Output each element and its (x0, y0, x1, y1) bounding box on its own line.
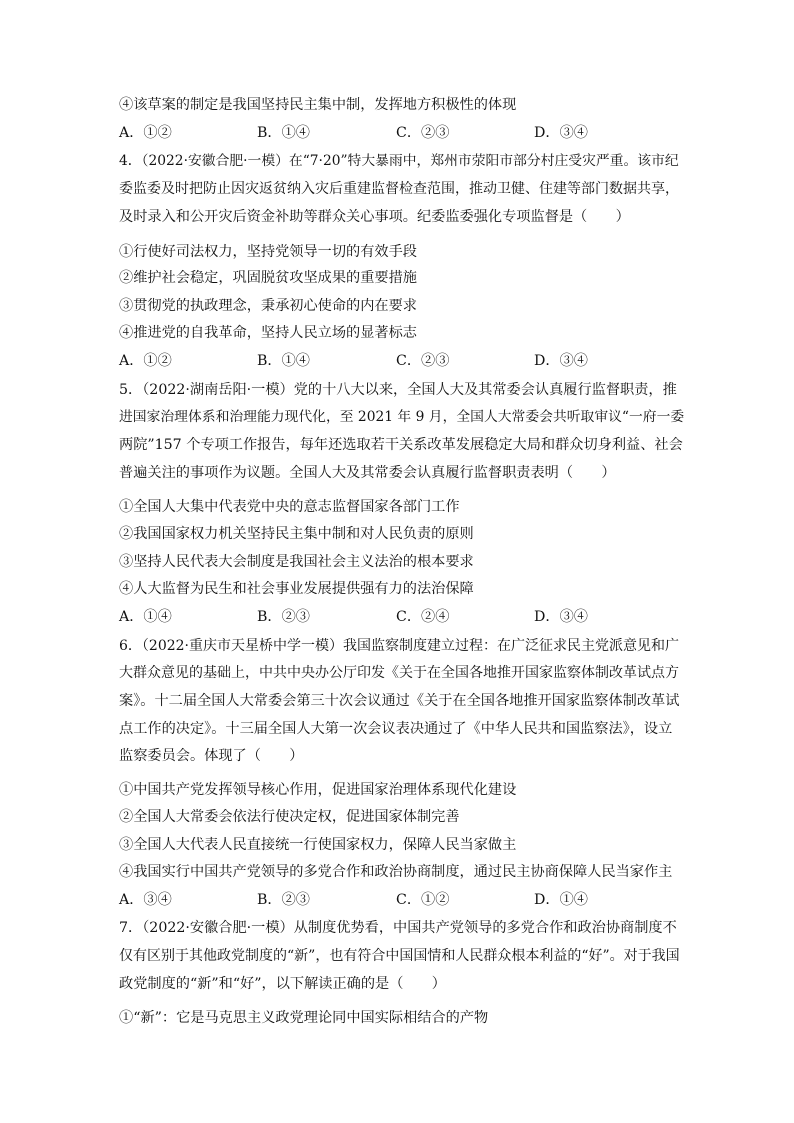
q6-option-d: D．①④ (534, 892, 588, 908)
q4-option-d: D．③④ (534, 353, 588, 369)
q4-stem-line-2: 委监委及时把防止因灾返贫纳入灾后重建监督检查范围，推动卫健、住建等部门数据共享， (119, 181, 679, 197)
q5-statement-4: ④人大监督为民生和社会事业发展提供强有力的法治保障 (119, 581, 474, 597)
q4-statement-2: ②维护社会稳定，巩固脱贫攻坚成果的重要措施 (119, 270, 417, 286)
q6-statement-1: ①中国共产党发挥领导核心作用，促进国家治理体系现代化建设 (119, 782, 517, 798)
q6-statement-3: ③全国人大代表人民直接统一行使国家权力，保障人民当家做主 (119, 837, 517, 853)
q5-statement-3: ③坚持人民代表大会制度是我国社会主义法治的根本要求 (119, 554, 474, 570)
q5-statement-1: ①全国人大集中代表党中央的意志监督国家各部门工作 (119, 499, 460, 515)
q4-statement-1: ①行使好司法权力，坚持党领导一切的有效手段 (119, 244, 417, 260)
q4-option-b: B．①④ (257, 353, 310, 369)
q4-statement-4: ④推进党的自我革命，坚持人民立场的显著标志 (119, 325, 417, 341)
q4-stem-line-3: 及时录入和公开灾后资金补助等群众关心事项。纪委监委强化专项监督是（ ） (119, 209, 630, 225)
q5-stem-line-4: 普遍关注的事项作为议题。全国人大及其常委会认真履行监督职责表明（ ） (119, 465, 616, 481)
q4-statement-3: ③贯彻党的执政理念，秉承初心使命的内在要求 (119, 298, 417, 314)
q5-option-a: A．①④ (119, 609, 172, 625)
q3-option-c: C．②③ (396, 125, 450, 141)
q7-stem-line-1: 7．（2022·安徽合肥·一模）从制度优势看，中国共产党领导的多党合作和政治协商制度不 (119, 920, 677, 936)
q3-option-d: D．③④ (534, 125, 588, 141)
q5-stem-line-3: 两院”157 个专项工作报告，每年还选取若干关系改革发展稳定大局和群众切身利益、社会 (119, 437, 683, 453)
q7-stem-line-3: 政党制度的“新”和“好”，以下解读正确的是（ ） (119, 976, 446, 992)
q5-option-b: B．②③ (257, 609, 310, 625)
q3-option-a: A．①② (119, 125, 172, 141)
q6-option-c: C．①② (396, 892, 450, 908)
q6-stem-line-1: 6．（2022·重庆市天星桥中学一模）我国监察制度建立过程：在广泛征求民主党派意见和广 (119, 638, 679, 654)
q3-option-b: B．①④ (257, 125, 310, 141)
q6-stem-line-2: 大群众意见的基础上，中共中央办公厅印发《关于在全国各地推开国家监察体制改革试点方 (119, 665, 679, 681)
q6-statement-2: ②全国人大常委会依法行使决定权，促进国家体制完善 (119, 809, 460, 825)
q5-stem-line-1: 5．（2022·湖南岳阳·一模）党的十八大以来，全国人大及其常委会认真履行监督职责，推 (119, 382, 677, 398)
q4-stem-line-1: 4．（2022·安徽合肥·一模）在“7·20”特大暴雨中，郑州市荥阳市部分村庄受灾严重。该市纪 (119, 153, 679, 169)
q6-statement-4: ④我国实行中国共产党领导的多党合作和政治协商制度，通过民主协商保障人民当家作主 (119, 864, 673, 880)
q3-statement-4: ④该草案的制定是我国坚持民主集中制，发挥地方积极性的体现 (119, 97, 517, 113)
q6-stem-line-5: 监察委员会。体现了（ ） (119, 748, 304, 764)
q6-stem-line-4: 点工作的决定》。十三届全国人大第一次会议表决通过了《中华人民共和国监察法》，设立 (119, 721, 673, 737)
q4-option-a: A．①② (119, 353, 172, 369)
q4-option-c: C．②③ (396, 353, 450, 369)
q5-stem-line-2: 进国家治理体系和治理能力现代化，至 2021 年 9 月，全国人大常委会共听取审议“一府一委 (119, 409, 685, 425)
q6-option-a: A．③④ (119, 892, 172, 908)
q7-statement-1: ①“新”：它是马克思主义政党理论同中国实际相结合的产物 (119, 1010, 489, 1026)
q6-option-b: B．②③ (257, 892, 310, 908)
q5-option-d: D．③④ (534, 609, 588, 625)
q5-option-c: C．②④ (396, 609, 450, 625)
q6-stem-line-3: 案》。十二届全国人大常委会第三十次会议通过《关于在全国各地推开国家监察体制改革试 (119, 693, 680, 709)
q5-statement-2: ②我国国家权力机关坚持民主集中制和对人民负责的原则 (119, 526, 474, 542)
q7-stem-line-2: 仅有区别于其他政党制度的“新”，也有符合中国国情和人民群众根本利益的“好”。对于我国 (119, 948, 680, 964)
